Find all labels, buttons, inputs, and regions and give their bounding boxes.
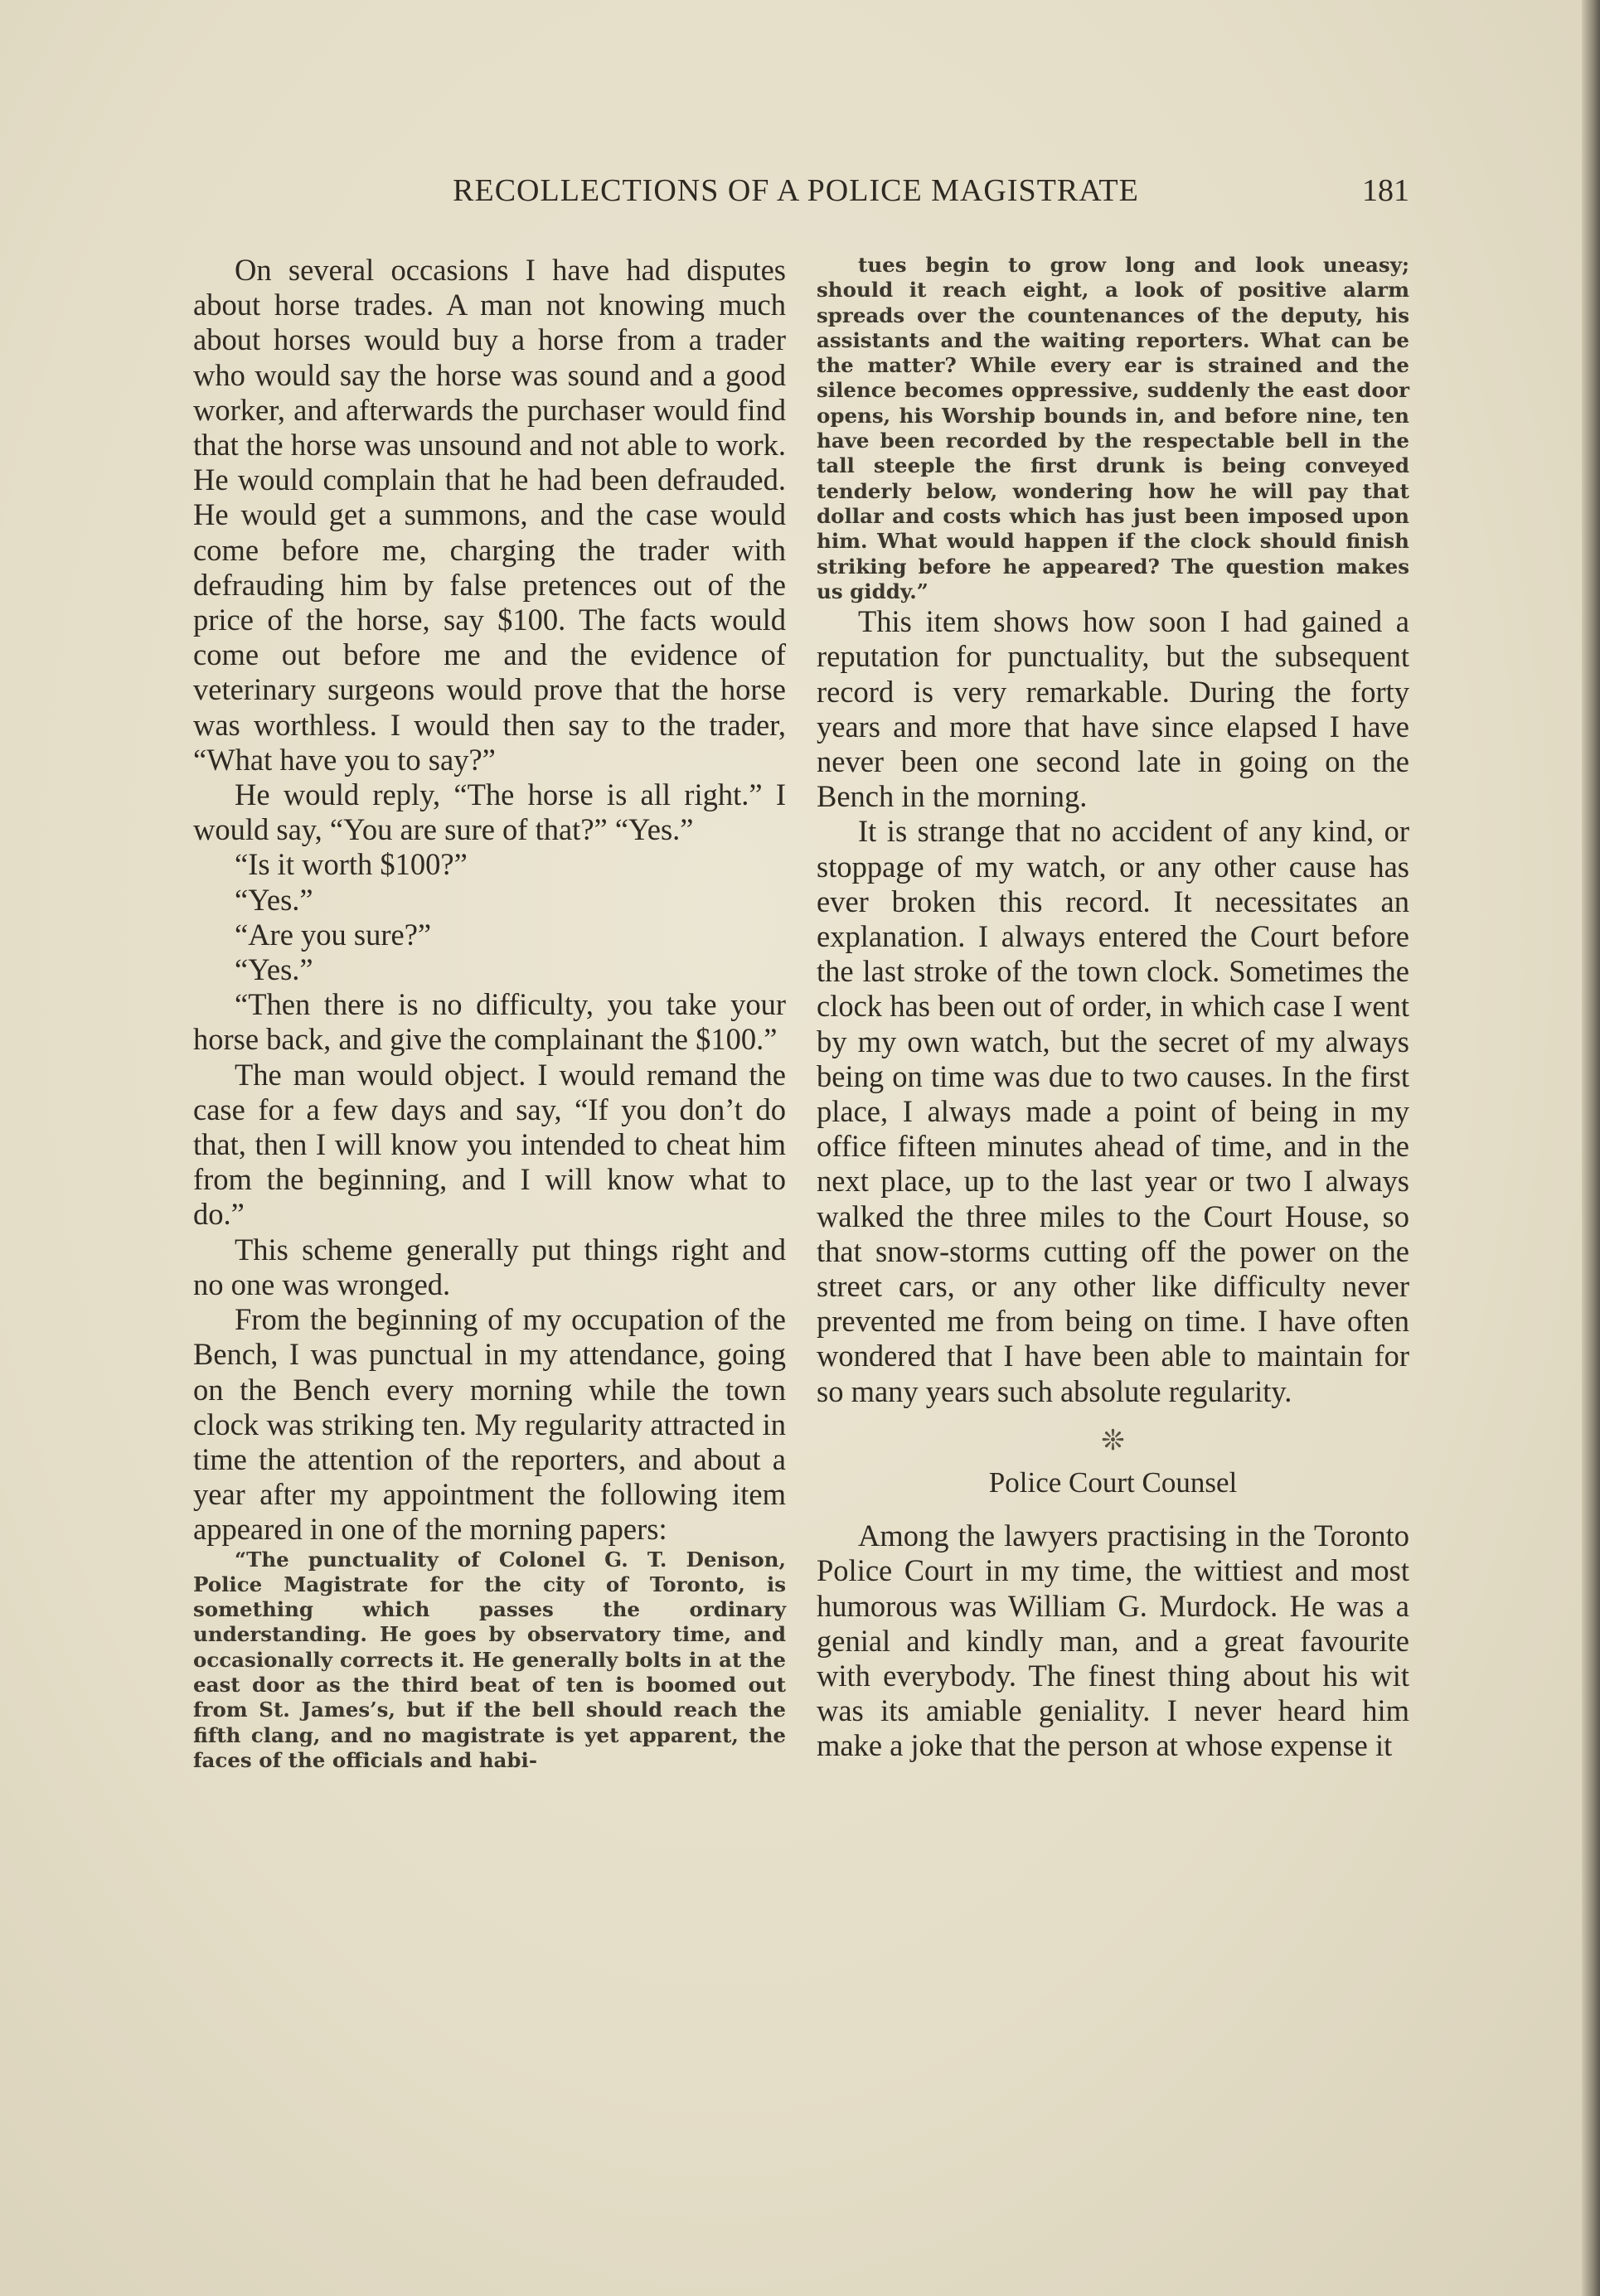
paragraph: Among the lawyers practising in the Toronto Police Court in my time, the wittiest and most humorous was William G. Murdock. He was a genial and kindly man, and a great favourite with everybody. The finest thing about his wit was its amiable geniality. I never heard him make a joke that the person at whose expense it [817, 1519, 1409, 1763]
paragraph: It is strange that no accident of any kind, or stoppage of my watch, or any other cause has ever broken this record. It necessitates an explanation. I always entered the Court before the last stroke of the town clock. Sometimes the clock has been out of order, in which case I went by my own watch, but the secret of my always being on time was due to two causes. In the first place, I always made a point of being in my office fifteen minutes ahead of time, and in the next place, up to the last year or two I always walked the three miles to the Court House, so that snow-storms cutting off the power on the street cars, or any other like difficulty never prevented me from being on time. I have often wondered that I have been able to maintain for so many years such absolute regularity. [817, 814, 1409, 1408]
running-head [191, 172, 1409, 222]
section-separator-asterisk: ❊ [1101, 1425, 1125, 1456]
binding-edge [1582, 0, 1600, 2296]
paragraph: This item shows how soon I had gained a reputation for punctuality, but the subsequent record is very remarkable. During the forty years and more that have since elapsed I have never been one second late in going on the Bench in the morning. [817, 604, 1409, 814]
dialogue-line: “Are you sure?” [235, 917, 432, 952]
left-column [193, 253, 786, 1773]
paragraph: On several occasions I have had disputes about horse trades. A man not knowing much about horses would buy a horse from a trader who would say the horse was sound and a good worker, and afterwards the purchaser would find that the horse was unsound and not able to work. He would complain that he had been defrauded. He would get a summons, and the case would come before me, charging the trader with defrauding him by false pretences out of the price of the horse, say $100. The facts would come out before me and the evidence of veterinary surgeons would prove that the horse was worthless. I would then say to the trader, “What have you to say?” [193, 253, 786, 777]
paragraph: From the beginning of my occupation of the Bench, I was punctual in my attendance, going on the Bench every morning while the town clock was striking ten. My regularity attracted in time the attention of the reporters, and about a year after my appointment the following item appeared in one of the morning papers: [193, 1302, 786, 1547]
right-column [817, 253, 1409, 1764]
dialogue-line: “Yes.” [235, 952, 313, 987]
page-number: 181 [1362, 173, 1409, 208]
paragraph: He would reply, “The horse is all right.” I would say, “You are sure of that?” “Yes.” [193, 777, 786, 847]
dialogue-line: “Is it worth $100?” [235, 847, 468, 882]
paragraph: The man would object. I would remand the case for a few days and say, “If you don’t do that, then I will know you intended to cheat him from the beginning, and I will know what to do.” [193, 1057, 786, 1232]
section-heading: Police Court Counsel [988, 1466, 1238, 1499]
newspaper-quote-continued: tues begin to grow long and look uneasy; should it reach eight, a look of positive alarm spreads over the countenances of the deputy, his assistants and the waiting reporters. What can be the matter? While every ear is strained and the silence becomes oppressive, suddenly the east door opens, his Worship bounds in, and before nine, ten have been recorded by the respectable bell in the tall steeple the first drunk is being conveyed tenderly below, wondering how he will pay that dollar and costs which has just been imposed upon him. What would happen if the clock should finish striking before he appeared? The question makes us giddy.” [817, 253, 1409, 603]
newspaper-quote: “The punctuality of Colonel G. T. Denison, Police Magistrate for the city of Toronto, is something which passes the ordinary understanding. He goes by observatory time, and occasionally corrects it. He generally bolts in at the east door as the third beat of ten is boomed out from St. James’s, but if the bell should reach the fifth clang, and no magistrate is yet apparent, the faces of the officials and habi- [193, 1547, 786, 1772]
paragraph: This scheme generally put things right and no one was wronged. [193, 1232, 786, 1301]
running-title: RECOLLECTIONS OF A POLICE MAGISTRATE [453, 173, 1139, 208]
paragraph: “Then there is no difficulty, you take your horse back, and give the complainant the $100.” [193, 987, 786, 1057]
dialogue-line: “Yes.” [235, 882, 313, 917]
